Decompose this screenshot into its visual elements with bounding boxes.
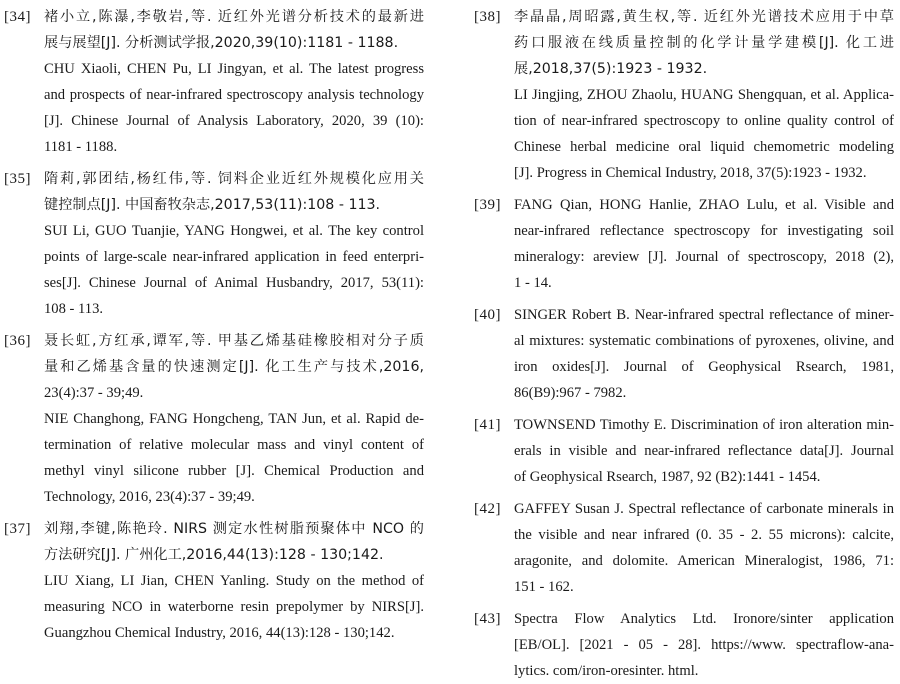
reference-text-line: termination of relative molecular mass and vinyl content of xyxy=(44,437,424,453)
reference-entry xyxy=(474,192,894,296)
reference-entry xyxy=(474,4,894,186)
reference-text-line: Chinese herbal medicine oral liquid chemometric modeling xyxy=(514,139,894,155)
reference-text-line: erals in visible and near-infrared reflectance data[J]. Journal xyxy=(514,443,894,459)
reference-text-line: near-infrared reflectance spectroscopy for investigating soil xyxy=(514,223,894,239)
reference-list-right-column xyxy=(474,4,894,684)
reference-number: [38] xyxy=(474,9,501,25)
reference-entry xyxy=(4,516,424,646)
reference-text-line: Spectra Flow Analytics Ltd. Ironore/sinter application xyxy=(514,611,894,627)
reference-text-line: lytics. com/iron-oresinter. html. xyxy=(514,663,699,679)
reference-text-line: LIU Xiang, LI Jian, CHEN Yanling. Study on the method of xyxy=(44,573,424,589)
reference-text-line: and prospects of near-infrared spectroscopy analysis technology xyxy=(44,87,424,103)
reference-text-line: 108 - 113. xyxy=(44,301,104,317)
reference-entry xyxy=(474,606,894,684)
reference-text-line: [J]. Chinese Journal of Analysis Laboratory, 2020, 39 (10): xyxy=(44,113,424,129)
reference-text-line: Technology, 2016, 23(4):37 - 39;49. xyxy=(44,489,255,505)
reference-text-line: LI Jingjing, ZHOU Zhaolu, HUANG Shengquan, et al. Applica- xyxy=(514,87,894,103)
reference-text-line: 86(B9):967 - 7982. xyxy=(514,385,627,401)
reference-text-line: [EB/OL]. [2021 - 05 - 28]. https://www. spectraflow-ana- xyxy=(514,637,894,653)
reference-text-line: GAFFEY Susan J. Spectral reflectance of carbonate minerals in xyxy=(514,501,894,517)
reference-number: [35] xyxy=(4,171,31,187)
reference-number: [34] xyxy=(4,9,31,25)
reference-text-line: Guangzhou Chemical Industry, 2016, 44(13):128 - 130;142. xyxy=(44,625,395,641)
reference-text-line: 量和乙烯基含量的快速测定[J]. 化工生产与技术,2016, xyxy=(44,359,424,375)
reference-text-line: 151 - 162. xyxy=(514,579,574,595)
reference-text-line: SUI Li, GUO Tuanjie, YANG Hongwei, et al. The key control xyxy=(44,223,424,239)
reference-number: [43] xyxy=(474,611,501,627)
reference-number: [36] xyxy=(4,333,31,349)
reference-text-line: iron oxides[J]. Journal of Geophysical Rsearch, 1981, xyxy=(514,359,894,375)
reference-text-line: 药口服液在线质量控制的化学计量学建模[J]. 化工进 xyxy=(514,35,894,51)
reference-text-line: aragonite, and dolomite. American Mineralogist, 1986, 71: xyxy=(514,553,894,569)
reference-entry xyxy=(4,166,424,322)
reference-number: [39] xyxy=(474,197,501,213)
reference-text-line: 1 - 14. xyxy=(514,275,552,291)
reference-text-line: measuring NCO in waterborne resin prepolymer by NIRS[J]. xyxy=(44,599,424,615)
reference-text-line: al mixtures: systematic combinations of pyroxenes, olivine, and xyxy=(514,333,894,349)
reference-text-line: points of large-scale near-infrared application in feed enterpri- xyxy=(44,249,424,265)
reference-text-line: mineralogy: areview [J]. Journal of spectroscopy, 2018 (2), xyxy=(514,249,894,265)
reference-entry xyxy=(474,302,894,406)
reference-text-line: 隋莉,郭团结,杨红伟,等. 饲料企业近红外规模化应用关 xyxy=(44,171,424,187)
reference-number: [41] xyxy=(474,417,501,433)
reference-list-left-column xyxy=(4,4,424,646)
reference-entry xyxy=(4,328,424,510)
reference-text-line: methyl vinyl silicone rubber [J]. Chemical Production and xyxy=(44,463,424,479)
reference-text-line: FANG Qian, HONG Hanlie, ZHAO Lulu, et al. Visible and xyxy=(514,197,894,213)
reference-number: [42] xyxy=(474,501,501,517)
reference-entry xyxy=(474,412,894,490)
reference-text-line: 刘翔,李键,陈艳玲. NIRS 测定水性树脂预聚体中 NCO 的 xyxy=(44,521,424,537)
reference-text-line: 键控制点[J]. 中国畜牧杂志,2017,53(11):108 - 113. xyxy=(44,197,381,213)
reference-text-line: 1181 - 1188. xyxy=(44,139,118,155)
reference-entry xyxy=(4,4,424,160)
reference-text-line: 方法研究[J]. 广州化工,2016,44(13):128 - 130;142. xyxy=(44,547,384,563)
reference-text-line: NIE Changhong, FANG Hongcheng, TAN Jun, et al. Rapid de- xyxy=(44,411,424,427)
reference-text-line: TOWNSEND Timothy E. Discrimination of iron alteration min- xyxy=(514,417,894,433)
reference-text-line: ses[J]. Chinese Journal of Animal Husbandry, 2017, 53(11): xyxy=(44,275,424,291)
reference-text-line: 李晶晶,周昭露,黄生权,等. 近红外光谱技术应用于中草 xyxy=(514,9,894,25)
reference-text-line: the visible and near infrared (0. 35 - 2. 55 microns): calcite, xyxy=(514,527,894,543)
reference-text-line: 聂长虹,方红承,谭军,等. 甲基乙烯基硅橡胶相对分子质 xyxy=(44,333,424,349)
reference-text-line: 褚小立,陈瀑,李敬岩,等. 近红外光谱分析技术的最新进 xyxy=(44,9,424,25)
reference-entry xyxy=(474,496,894,600)
reference-number: [37] xyxy=(4,521,31,537)
reference-text-line: 展与展望[J]. 分析测试学报,2020,39(10):1181 - 1188. xyxy=(44,35,399,51)
reference-text-line: of Geophysical Rsearch, 1987, 92 (B2):1441 - 1454. xyxy=(514,469,821,485)
reference-number: [40] xyxy=(474,307,501,323)
reference-text-line: 23(4):37 - 39;49. xyxy=(44,385,144,401)
reference-text-line: CHU Xiaoli, CHEN Pu, LI Jingyan, et al. The latest progress xyxy=(44,61,424,77)
reference-text-line: [J]. Progress in Chemical Industry, 2018, 37(5):1923 - 1932. xyxy=(514,165,867,181)
reference-text-line: SINGER Robert B. Near-infrared spectral reflectance of miner- xyxy=(514,307,894,323)
reference-text-line: tion of near-infrared spectroscopy to online quality control of xyxy=(514,113,894,129)
reference-text-line: 展,2018,37(5):1923 - 1932. xyxy=(514,61,708,77)
